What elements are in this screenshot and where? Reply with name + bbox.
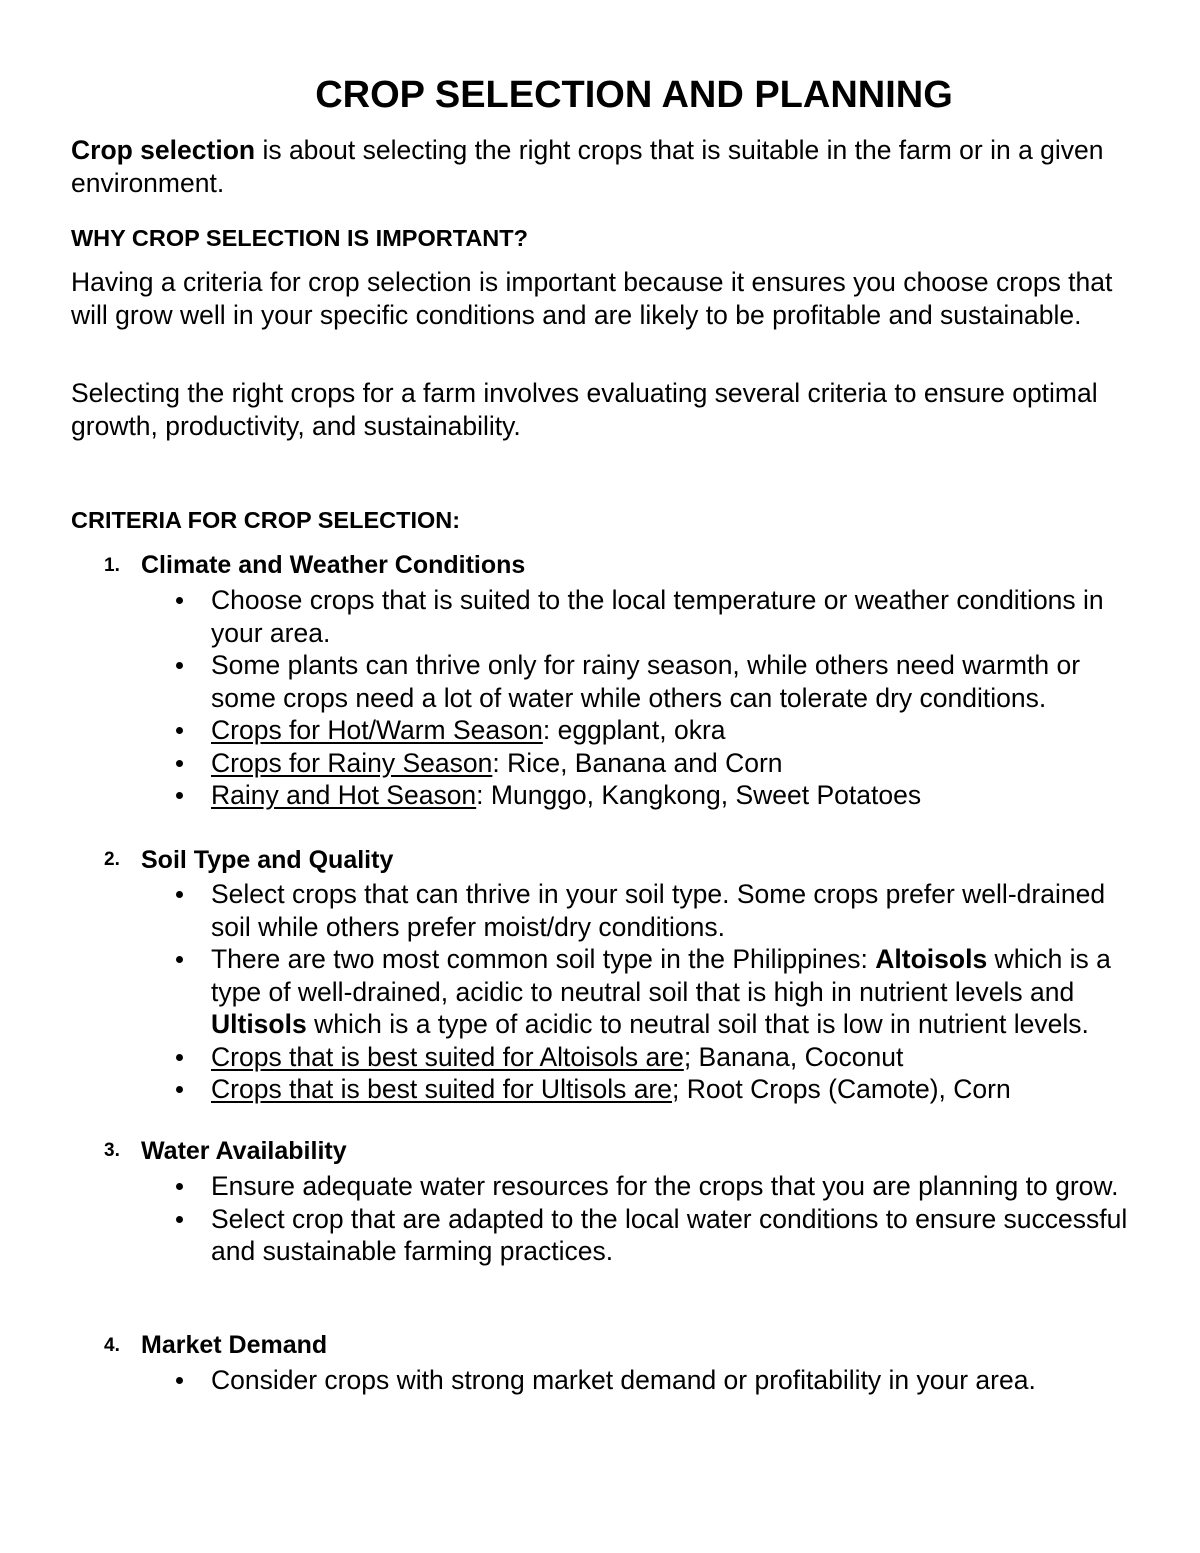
- criterion-3-title: Water Availability: [141, 1137, 347, 1165]
- criterion-3-number: 3.: [104, 1140, 120, 1161]
- underlined-label: Crops that is best suited for Ultisols are: [211, 1074, 672, 1104]
- criterion-4-list: [0, 1364, 1151, 1397]
- list-item: Consider crops with strong market demand or profitability in your area.: [0, 1364, 1151, 1397]
- why-paragraph-1: Having a criteria for crop selection is important because it ensures you choose crops that will grow well in your specific conditions and are likely to be profitable and sustainable.: [71, 267, 1113, 330]
- underlined-label: Crops for Hot/Warm Season: [211, 715, 543, 745]
- list-item: Crops for Rainy Season: Rice, Banana and Corn: [0, 747, 1151, 780]
- criterion-4-title: Market Demand: [141, 1331, 328, 1359]
- list-item: There are two most common soil type in the Philippines: Altoisols which is a type of well-drained, acidic to neutral soil that is high in nutrient levels and Ultisols which is a type of acidic to neutral soil that is low in nutrient levels.: [0, 943, 1151, 1041]
- criterion-3-list: [0, 1170, 1151, 1268]
- criterion-1-number: 1.: [104, 555, 120, 576]
- list-item: Crops that is best suited for Ultisols are; Root Crops (Camote), Corn: [0, 1073, 1151, 1106]
- intro-paragraph: [71, 134, 1151, 199]
- bullet-dot-icon: [176, 760, 183, 767]
- list-item: Ensure adequate water resources for the crops that you are planning to grow.: [0, 1170, 1151, 1203]
- criteria-heading: CRITERIA FOR CROP SELECTION:: [71, 507, 461, 533]
- list-item: Select crop that are adapted to the local water conditions to ensure successful and sustainable farming practices.: [0, 1203, 1151, 1268]
- criterion-2-list: [0, 878, 1151, 1106]
- bullet-dot-icon: [176, 597, 183, 604]
- underlined-label: Crops for Rainy Season: [211, 747, 493, 778]
- bullet-dot-icon: [176, 662, 183, 669]
- list-item: Select crops that can thrive in your soil type. Some crops prefer well-drained soil while others prefer moist/dry conditions.: [0, 878, 1151, 943]
- intro-term: Crop selection: [71, 135, 256, 165]
- bullet-dot-icon: [176, 727, 183, 734]
- criterion-2-title: Soil Type and Quality: [141, 846, 394, 874]
- page-title: CROP SELECTION AND PLANNING: [315, 74, 953, 116]
- underlined-label: Rainy and Hot Season: [211, 780, 477, 810]
- list-item: Choose crops that is suited to the local temperature or weather conditions in your area.: [0, 584, 1151, 649]
- why-paragraph-2: Selecting the right crops for a farm involves evaluating several criteria to ensure optimal growth, productivity, and sustainability.: [71, 378, 1098, 441]
- criterion-1-list: [0, 584, 1151, 812]
- bullet-dot-icon: [176, 1216, 183, 1223]
- list-item: Rainy and Hot Season: Munggo, Kangkong, Sweet Potatoes: [0, 779, 1151, 812]
- bullet-dot-icon: [176, 1377, 183, 1384]
- criterion-1-title: Climate and Weather Conditions: [141, 551, 526, 579]
- criterion-4-number: 4.: [104, 1335, 120, 1356]
- why-heading: WHY CROP SELECTION IS IMPORTANT?: [71, 225, 528, 251]
- bullet-dot-icon: [176, 1183, 183, 1190]
- list-item: Crops for Hot/Warm Season: eggplant, okra: [0, 714, 1151, 747]
- intro-text: is about selecting the right crops that is suitable in the farm or in a given environment.: [71, 135, 1104, 198]
- bullet-dot-icon: [176, 891, 183, 898]
- bullet-dot-icon: [176, 1086, 183, 1093]
- bullet-dot-icon: [176, 792, 183, 799]
- bullet-dot-icon: [176, 1054, 183, 1061]
- list-item: Some plants can thrive only for rainy season, while others need warmth or some crops need a lot of water while others can tolerate dry conditions.: [0, 649, 1151, 714]
- bullet-dot-icon: [176, 956, 183, 963]
- list-item: Crops that is best suited for Altoisols are; Banana, Coconut: [0, 1041, 1151, 1074]
- underlined-label: Crops that is best suited for Altoisols are: [211, 1041, 684, 1072]
- criterion-2-number: 2.: [104, 849, 120, 870]
